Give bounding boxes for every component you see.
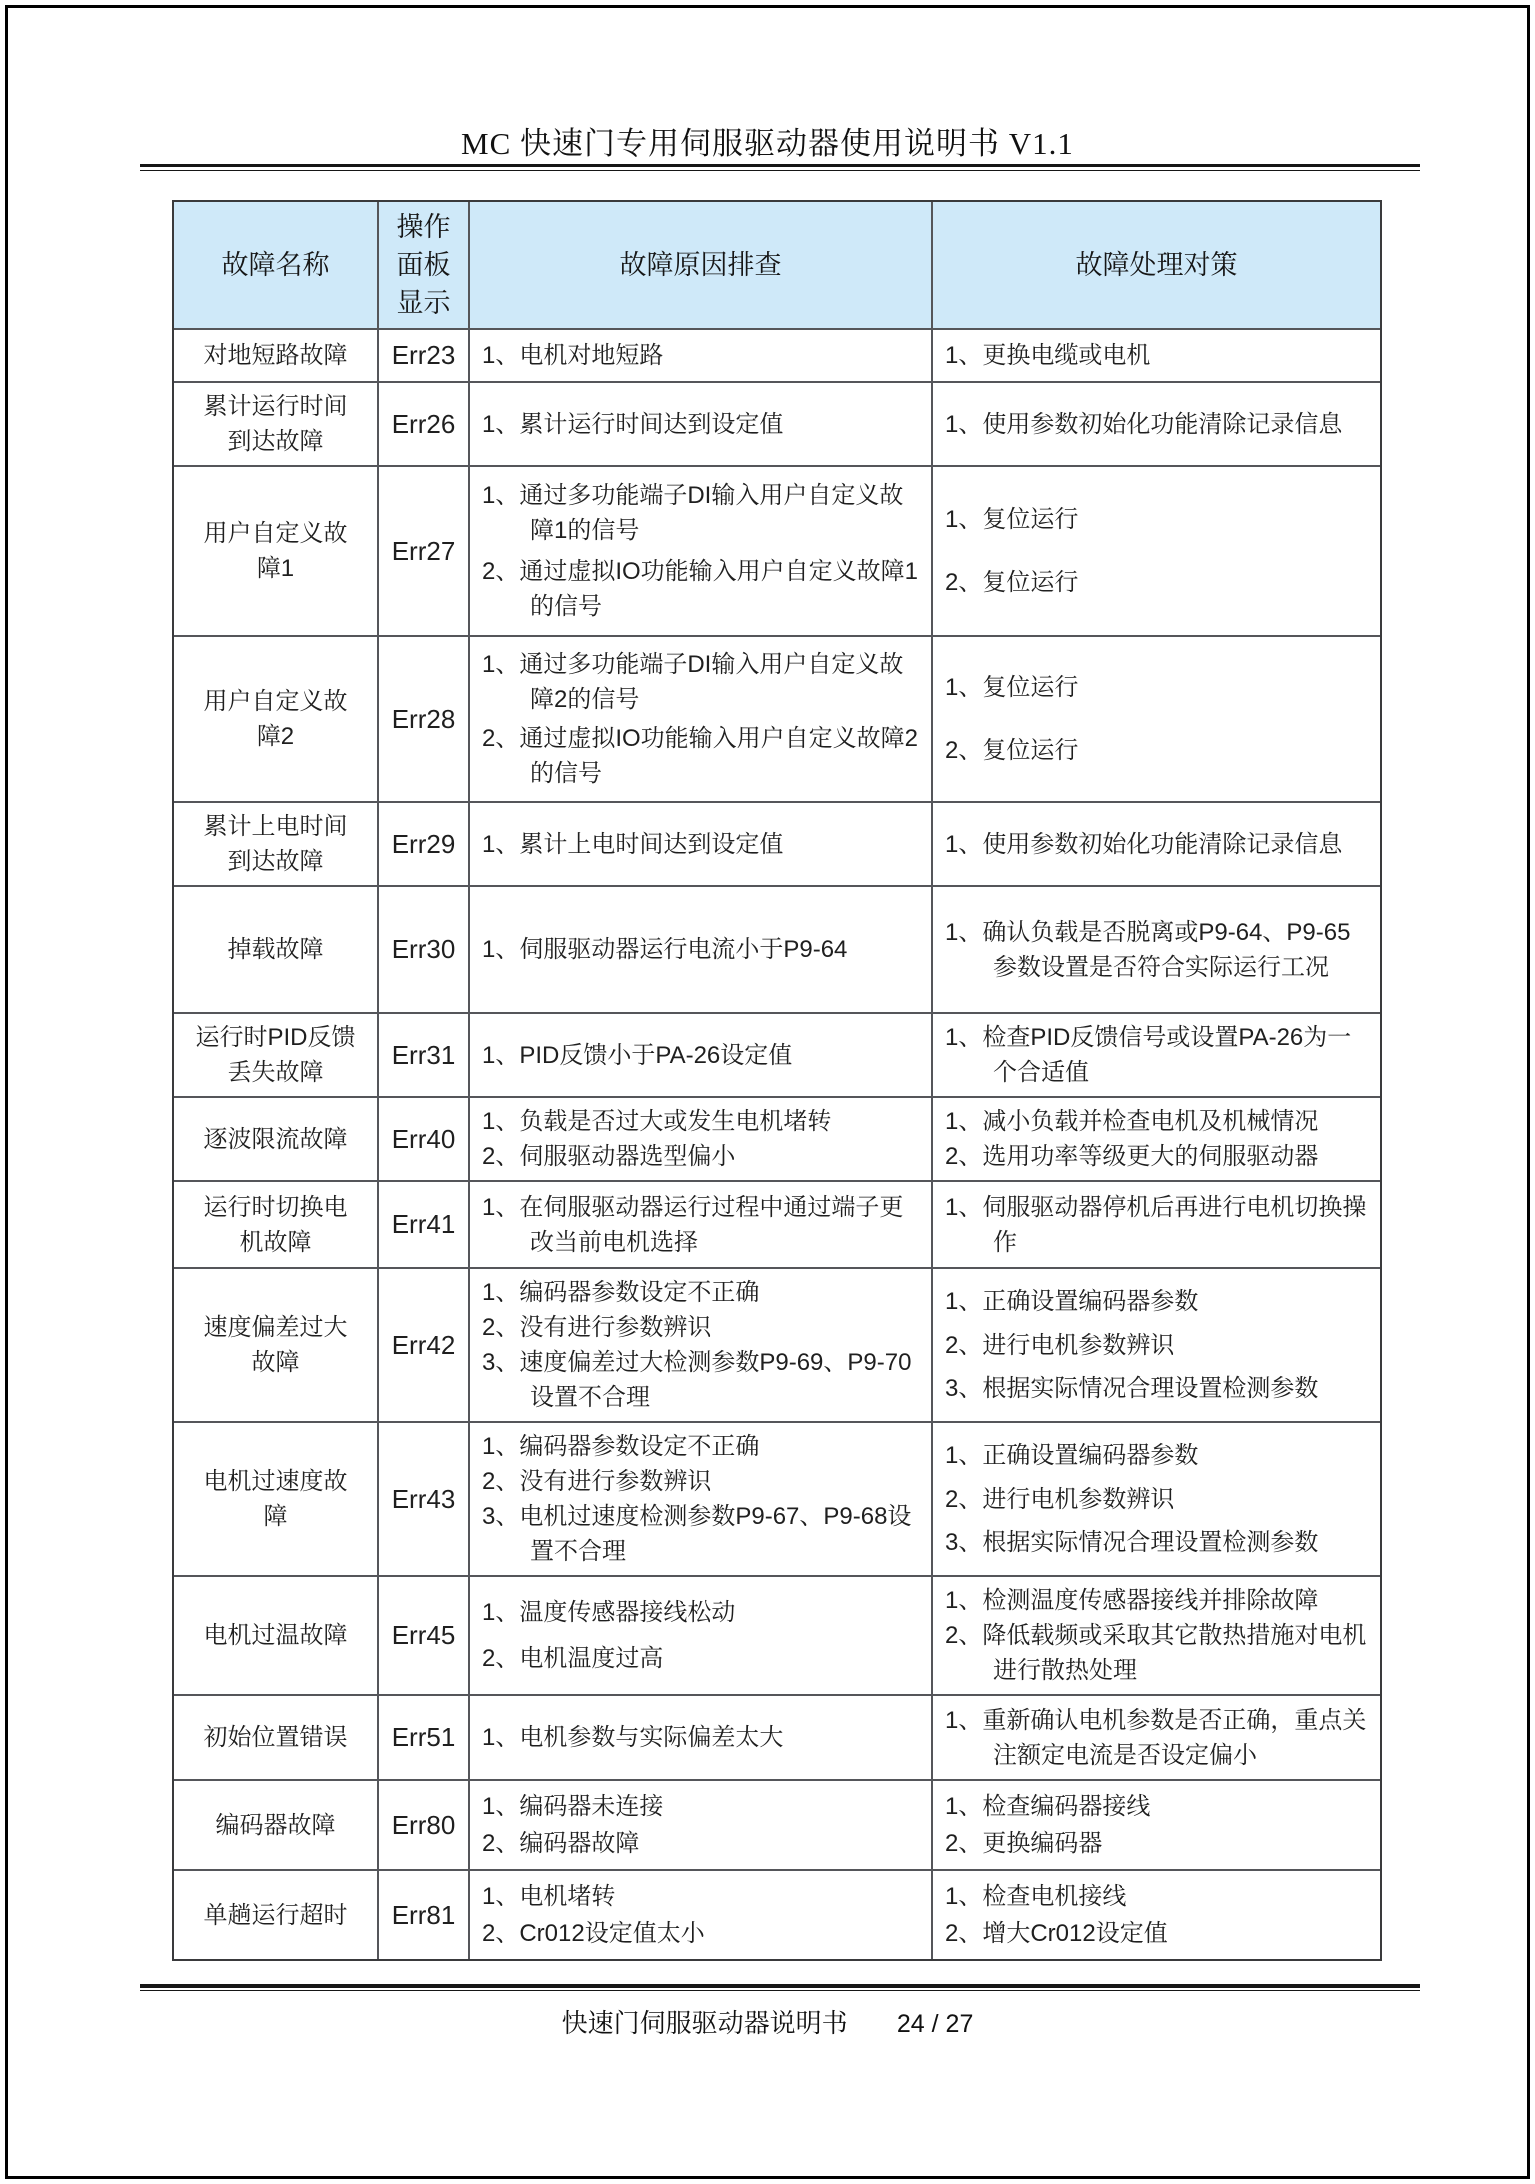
fault-solutions — [931, 1696, 1380, 1779]
header-rule — [140, 164, 1420, 171]
fault-solutions — [931, 887, 1380, 1012]
solution-item: 3、根据实际情况合理设置检测参数 — [945, 1529, 1319, 1557]
fault-causes — [468, 1014, 931, 1096]
fault-name: 掉载故障 — [227, 936, 324, 963]
fault-name: 逐波限流故障 — [203, 1125, 348, 1153]
footer-rule — [140, 1984, 1420, 1991]
fault-causes — [468, 887, 931, 1012]
footer-doc-name: 快速门伺服驱动器说明书 — [561, 2009, 848, 2038]
fault-name: 单趟运行超时 — [203, 1901, 348, 1929]
fault-code: Err43 — [377, 1423, 468, 1575]
solution-item: 1、正确设置编码器参数 — [945, 1287, 1199, 1315]
fault-solutions — [931, 803, 1380, 885]
cause-item: 2、电机温度过高 — [482, 1645, 664, 1673]
solution-item: 2、进行电机参数辨识 — [945, 1485, 1175, 1513]
fault-code: Err51 — [377, 1696, 468, 1779]
solution-item: 1、检查编码器接线 — [945, 1793, 1151, 1820]
column-header-cause: 故障原因排查 — [468, 202, 931, 328]
fault-name: 速度偏差过大故障 — [203, 1314, 348, 1376]
fault-code: Err27 — [377, 467, 468, 635]
fault-causes — [468, 1182, 931, 1267]
fault-name: 对地短路故障 — [203, 342, 348, 369]
table-row — [174, 1869, 1380, 1959]
fault-code: Err81 — [377, 1871, 468, 1959]
solution-item: 1、检查电机接线 — [945, 1883, 1127, 1910]
fault-causes — [468, 803, 931, 885]
fault-solutions — [931, 1423, 1380, 1575]
cause-item: 1、编码器参数设定不正确 — [482, 1433, 760, 1460]
table-row — [174, 1012, 1380, 1096]
cause-item: 1、温度传感器接线松动 — [482, 1598, 736, 1626]
solution-item: 2、复位运行 — [945, 569, 1079, 597]
solution-item: 1、使用参数初始化功能清除记录信息 — [945, 830, 1343, 858]
solution-item: 1、确认负载是否脱离或P9-64、P9-65参数设置是否符合实际运行工况 — [945, 918, 1351, 981]
table-row — [174, 1180, 1380, 1267]
page-title: MC 快速门专用伺服驱动器使用说明书 V1.1 — [461, 126, 1074, 161]
cause-item: 3、电机过速度检测参数P9-67、P9-68设置不合理 — [482, 1503, 912, 1565]
fault-solutions — [931, 383, 1380, 465]
footer-page-number: 24 / 27 — [896, 2010, 974, 2038]
fault-solutions — [931, 1781, 1380, 1869]
cause-item: 2、编码器故障 — [482, 1830, 640, 1857]
fault-code: Err30 — [377, 887, 468, 1012]
fault-name: 运行时切换电机故障 — [203, 1193, 348, 1256]
table-row — [174, 801, 1380, 885]
table-row — [174, 1096, 1380, 1180]
fault-name: 用户自定义故障2 — [203, 688, 348, 750]
fault-code: Err26 — [377, 383, 468, 465]
fault-name: 电机过温故障 — [203, 1622, 348, 1649]
cause-item: 1、电机对地短路 — [482, 342, 664, 369]
solution-item: 2、增大Cr012设定值 — [945, 1920, 1168, 1947]
solution-item: 1、重新确认电机参数是否正确，重点关注额定电流是否设定偏小 — [945, 1706, 1367, 1769]
fault-code: Err28 — [377, 637, 468, 801]
cause-item: 1、编码器参数设定不正确 — [482, 1279, 760, 1306]
cause-item: 1、PID反馈小于PA-26设定值 — [482, 1041, 793, 1069]
solution-item: 2、复位运行 — [945, 736, 1079, 764]
fault-name: 用户自定义故障1 — [203, 520, 348, 582]
fault-name: 初始位置错误 — [203, 1724, 348, 1751]
cause-item: 3、速度偏差过大检测参数P9-69、P9-70设置不合理 — [482, 1349, 912, 1411]
fault-solutions — [931, 1098, 1380, 1180]
cause-item: 1、通过多功能端子DI输入用户自定义故障2的信号 — [482, 651, 904, 713]
solution-item: 2、降低载频或采取其它散热措施对电机进行散热处理 — [945, 1622, 1367, 1684]
cause-item: 1、累计上电时间达到设定值 — [482, 830, 784, 858]
solution-item: 1、检查PID反馈信号或设置PA-26为一个合适值 — [945, 1024, 1352, 1086]
fault-code: Err80 — [377, 1781, 468, 1869]
solution-item: 1、伺服驱动器停机后再进行电机切换操作 — [945, 1193, 1367, 1256]
solution-item: 1、减小负载并检查电机及机械情况 — [945, 1108, 1319, 1135]
column-header-solution: 故障处理对策 — [931, 202, 1380, 328]
fault-causes — [468, 383, 931, 465]
table-row — [174, 1421, 1380, 1575]
fault-code: Err23 — [377, 330, 468, 381]
cause-item: 1、累计运行时间达到设定值 — [482, 410, 784, 438]
cause-item: 1、伺服驱动器运行电流小于P9-64 — [482, 936, 848, 963]
fault-code: Err41 — [377, 1182, 468, 1267]
table-row — [174, 885, 1380, 1012]
fault-name: 累计运行时间到达故障 — [203, 393, 348, 455]
solution-item: 2、选用功率等级更大的伺服驱动器 — [945, 1143, 1319, 1170]
solution-item: 3、根据实际情况合理设置检测参数 — [945, 1375, 1319, 1403]
fault-table — [172, 200, 1382, 1961]
table-row — [174, 328, 1380, 381]
cause-item: 2、伺服驱动器选型偏小 — [482, 1143, 736, 1170]
fault-name: 累计上电时间到达故障 — [203, 813, 348, 875]
fault-solutions — [931, 467, 1380, 635]
cause-item: 2、没有进行参数辨识 — [482, 1314, 712, 1341]
fault-causes — [468, 1577, 931, 1694]
table-row — [174, 1694, 1380, 1779]
table-row — [174, 381, 1380, 465]
table-row — [174, 1575, 1380, 1694]
fault-causes — [468, 1781, 931, 1869]
fault-code: Err29 — [377, 803, 468, 885]
fault-solutions — [931, 1577, 1380, 1694]
solution-item: 2、进行电机参数辨识 — [945, 1331, 1175, 1359]
fault-solutions — [931, 330, 1380, 381]
solution-item: 2、更换编码器 — [945, 1830, 1103, 1857]
table-row — [174, 1267, 1380, 1421]
fault-causes — [468, 1871, 931, 1959]
fault-name: 运行时PID反馈丢失故障 — [195, 1024, 356, 1086]
solution-item: 1、更换电缆或电机 — [945, 342, 1151, 369]
cause-item: 1、通过多功能端子DI输入用户自定义故障1的信号 — [482, 482, 904, 545]
footer-text — [0, 2003, 1535, 2040]
fault-code: Err40 — [377, 1098, 468, 1180]
fault-name: 编码器故障 — [215, 1811, 336, 1839]
cause-item: 2、Cr012设定值太小 — [482, 1920, 705, 1947]
solution-item: 1、使用参数初始化功能清除记录信息 — [945, 410, 1343, 438]
cause-item: 2、通过虚拟IO功能输入用户自定义故障1的信号 — [482, 557, 919, 620]
fault-name: 电机过速度故障 — [203, 1468, 348, 1530]
cause-item: 1、电机堵转 — [482, 1883, 616, 1910]
column-header-panel-display: 操作面板显示 — [377, 202, 468, 328]
fault-causes — [468, 637, 931, 801]
column-header-fault-name: 故障名称 — [174, 202, 377, 328]
cause-item: 2、通过虚拟IO功能输入用户自定义故障2的信号 — [482, 725, 919, 787]
fault-causes — [468, 1423, 931, 1575]
fault-solutions — [931, 1014, 1380, 1096]
table-row — [174, 465, 1380, 635]
cause-item: 2、没有进行参数辨识 — [482, 1468, 712, 1495]
fault-causes — [468, 467, 931, 635]
cause-item: 1、编码器未连接 — [482, 1793, 664, 1820]
fault-causes — [468, 1098, 931, 1180]
fault-causes — [468, 330, 931, 381]
fault-code: Err45 — [377, 1577, 468, 1694]
table-row — [174, 1779, 1380, 1869]
fault-code: Err31 — [377, 1014, 468, 1096]
solution-item: 1、复位运行 — [945, 674, 1079, 702]
cause-item: 1、电机参数与实际偏差太大 — [482, 1724, 784, 1751]
solution-item: 1、复位运行 — [945, 505, 1079, 533]
solution-item: 1、检测温度传感器接线并排除故障 — [945, 1587, 1319, 1614]
table-header-row — [174, 202, 1380, 328]
fault-solutions — [931, 637, 1380, 801]
fault-code: Err42 — [377, 1269, 468, 1421]
fault-causes — [468, 1269, 931, 1421]
solution-item: 1、正确设置编码器参数 — [945, 1441, 1199, 1469]
cause-item: 1、在伺服驱动器运行过程中通过端子更改当前电机选择 — [482, 1193, 904, 1256]
cause-item: 1、负载是否过大或发生电机堵转 — [482, 1108, 832, 1135]
table-row — [174, 635, 1380, 801]
fault-causes — [468, 1696, 931, 1779]
fault-solutions — [931, 1269, 1380, 1421]
fault-solutions — [931, 1871, 1380, 1959]
fault-solutions — [931, 1182, 1380, 1267]
